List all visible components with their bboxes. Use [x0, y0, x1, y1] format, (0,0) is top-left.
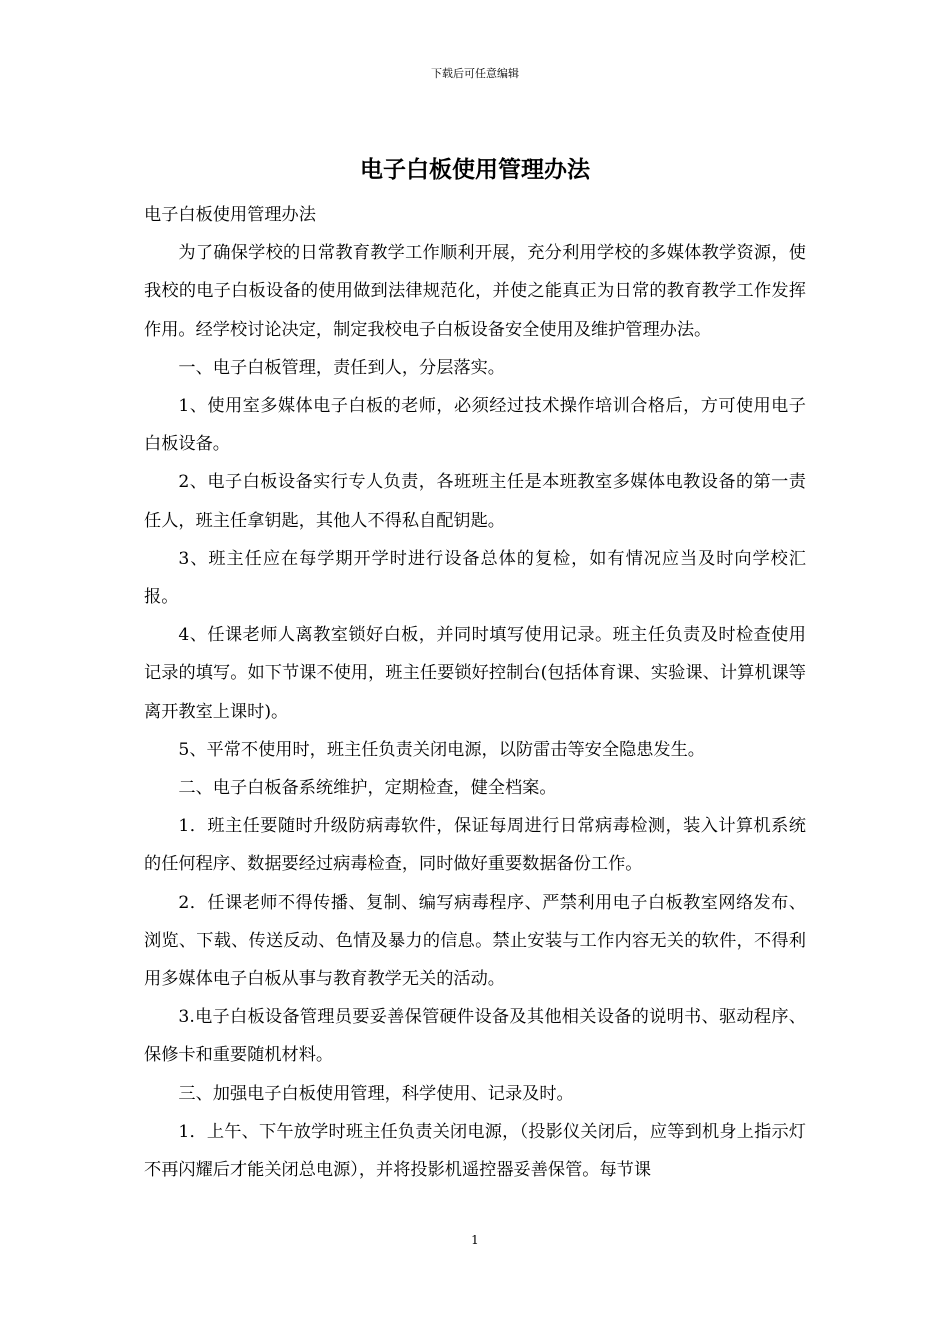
paragraph-1-3: 3、班主任应在每学期开学时进行设备总体的复检，如有情况应当及时向学校汇报。: [144, 548, 806, 608]
document-body: [144, 196, 806, 1189]
document-title: 电子白板使用管理办法: [360, 156, 590, 183]
header-note: 下载后可任意编辑: [431, 67, 519, 80]
paragraph-1-2: 2、电子白板设备实行专人负责，各班班主任是本班教室多媒体电教设备的第一责任人，班主任拿钥匙，其他人不得私自配钥匙。: [144, 472, 806, 531]
page-number: 1: [471, 1233, 479, 1247]
paragraph-1-4: 4、任课老师人离教室锁好白板，并同时填写使用记录。班主任负责及时检查使用记录的填写。如下节课不使用，班主任要锁好控制台(包括体育课、实验课、计算机课等离开教室上课时)。: [144, 625, 806, 722]
section-heading-1: 一、电子白板管理，责任到人，分层落实。: [178, 357, 505, 378]
paragraph-1-5: 5、平常不使用时，班主任负责关闭电源，以防雷击等安全隐患发生。: [178, 739, 705, 760]
paragraph-1-1: 1、使用室多媒体电子白板的老师，必须经过技术操作培训合格后，方可使用电子白板设备。: [144, 396, 806, 455]
section-heading-2: 二、电子白板备系统维护，定期检查，健全档案。: [178, 778, 557, 799]
document-subtitle: 电子白板使用管理办法: [144, 205, 316, 225]
paragraph-2-3: 3.电子白板设备管理员要妥善保管硬件设备及其他相关设备的说明书、驱动程序、保修卡和重要随机材料。: [144, 1007, 806, 1066]
paragraph-3-1: 1．上午、下午放学时班主任负责关闭电源，（投影仪关闭后，应等到机身上指示灯不再闪耀后才能关闭总电源），并将投影机遥控器妥善保管。每节课: [144, 1121, 806, 1181]
section-heading-3: 三、加强电子白板使用管理，科学使用、记录及时。: [178, 1083, 574, 1104]
paragraph-intro: 为了确保学校的日常教育教学工作顺利开展，充分利用学校的多媒体教学资源，使我校的电子白板设备的使用做到法律规范化，并使之能真正为日常的教育教学工作发挥作用。经学校讨论决定，制定我校电子白板设备安全使用及维护管理办法。: [144, 243, 806, 340]
paragraph-2-1: 1．班主任要随时升级防病毒软件，保证每周进行日常病毒检测，装入计算机系统的任何程序、数据要经过病毒检查，同时做好重要数据备份工作。: [144, 816, 806, 875]
paragraph-2-2: 2．任课老师不得传播、复制、编写病毒程序、严禁利用电子白板教室网络发布、浏览、下载、传送反动、色情及暴力的信息。禁止安装与工作内容无关的软件，不得利用多媒体电子白板从事与教育教学无关的活动。: [144, 892, 806, 990]
